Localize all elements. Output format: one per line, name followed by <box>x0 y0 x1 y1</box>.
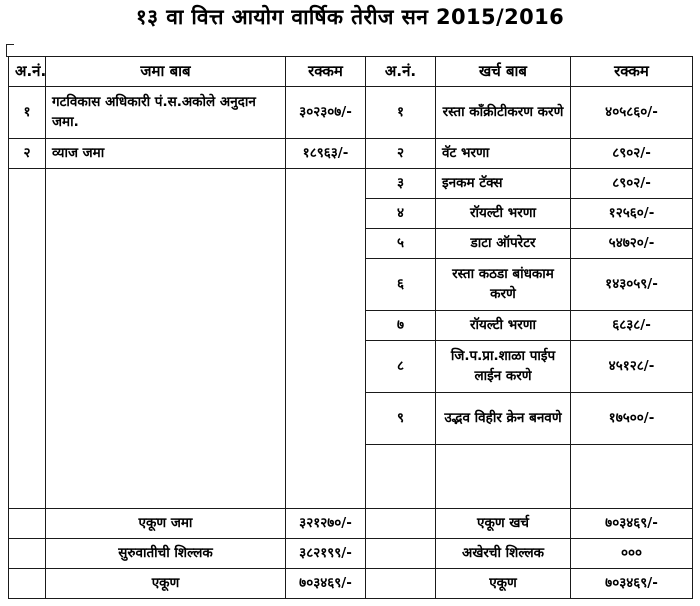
credit-row-desc: गटविकास अधिकारी पं.स.अकोले अनुदान जमा. <box>46 87 286 139</box>
footer-credit-label: सुरुवातीची शिल्लक <box>46 539 286 569</box>
footer-sr-credit <box>9 539 46 569</box>
debit-row-sr: ४ <box>366 199 436 229</box>
debit-row-amount: ६८३८/- <box>571 311 693 341</box>
debit-row-desc: वॅट भरणा <box>436 139 571 169</box>
credit-empty-desc-block <box>46 169 286 509</box>
trial-balance-table <box>8 56 693 599</box>
footer-credit-amount: ३८२१९९/- <box>286 539 366 569</box>
debit-blank-sr <box>366 445 436 509</box>
debit-row-sr: ३ <box>366 169 436 199</box>
header-sr-credit: अ.नं. <box>9 57 46 87</box>
footer-sr-debit <box>366 569 436 599</box>
debit-row-amount: १७५००/- <box>571 393 693 445</box>
credit-row-amount: १८९६३/- <box>286 139 366 169</box>
header-debit-item: खर्च बाब <box>436 57 571 87</box>
credit-row-sr: २ <box>9 139 46 169</box>
debit-blank-amount <box>571 445 693 509</box>
footer-debit-label: अखेरची शिल्लक <box>436 539 571 569</box>
footer-sr-debit <box>366 509 436 539</box>
footer-credit-label: एकूण जमा <box>46 509 286 539</box>
debit-row-desc: इनकम टॅक्स <box>436 169 571 199</box>
debit-row-desc: रस्ता कठडा बांधकाम करणे <box>436 259 571 311</box>
debit-row-sr: ६ <box>366 259 436 311</box>
debit-row-amount: ४०५८६०/- <box>571 87 693 139</box>
footer-debit-label: एकूण खर्च <box>436 509 571 539</box>
footer-debit-label: एकूण <box>436 569 571 599</box>
footer-debit-amount: ००० <box>571 539 693 569</box>
header-sr-debit: अ.नं. <box>366 57 436 87</box>
table-row <box>9 139 693 169</box>
footer-row-total <box>9 509 693 539</box>
debit-row-amount: १४३०५९/- <box>571 259 693 311</box>
credit-row-desc: व्याज जमा <box>46 139 286 169</box>
header-credit-amount: रक्कम <box>286 57 366 87</box>
debit-row-desc: रॉयल्टी भरणा <box>436 199 571 229</box>
debit-row-sr: ९ <box>366 393 436 445</box>
debit-blank-desc <box>436 445 571 509</box>
credit-row-sr: १ <box>9 87 46 139</box>
footer-row-balance <box>9 539 693 569</box>
debit-row-sr: १ <box>366 87 436 139</box>
table-header-row <box>9 57 693 87</box>
debit-row-desc: डाटा ऑपरेटर <box>436 229 571 259</box>
debit-row-sr: ५ <box>366 229 436 259</box>
credit-row-amount: ३०२३०७/- <box>286 87 366 139</box>
debit-row-amount: ५४७२०/- <box>571 229 693 259</box>
debit-row-amount: ४५१२८/- <box>571 341 693 393</box>
credit-empty-sr-block <box>9 169 46 509</box>
credit-empty-amt-block <box>286 169 366 509</box>
debit-row-desc: रॉयल्टी भरणा <box>436 311 571 341</box>
header-credit-item: जमा बाब <box>46 57 286 87</box>
footer-credit-label: एकूण <box>46 569 286 599</box>
debit-row-amount: १२५६०/- <box>571 199 693 229</box>
debit-row-desc: उद्भव विहीर क्रेन बनवणे <box>436 393 571 445</box>
page-title: १३ वा वित्त आयोग वार्षिक तेरीज सन 2015/2016 <box>135 5 565 29</box>
debit-row-desc: जि.प.प्रा.शाळा पाईप लाईन करणे <box>436 341 571 393</box>
footer-credit-amount: ३२१२७०/- <box>286 509 366 539</box>
footer-row-grand-total <box>9 569 693 599</box>
table-row <box>9 169 693 199</box>
footer-sr-credit <box>9 509 46 539</box>
debit-row-sr: २ <box>366 139 436 169</box>
header-debit-amount: रक्कम <box>571 57 693 87</box>
footer-sr-debit <box>366 539 436 569</box>
debit-row-amount: ८९०२/- <box>571 139 693 169</box>
debit-row-sr: ७ <box>366 311 436 341</box>
footer-sr-credit <box>9 569 46 599</box>
footer-debit-amount: ७०३४६९/- <box>571 509 693 539</box>
debit-row-desc: रस्ता काँक्रीटीकरण करणे <box>436 87 571 139</box>
footer-debit-amount: ७०३४६९/- <box>571 569 693 599</box>
debit-row-amount: ८९०२/- <box>571 169 693 199</box>
debit-row-sr: ८ <box>366 341 436 393</box>
footer-credit-amount: ७०३४६९/- <box>286 569 366 599</box>
table-row <box>9 87 693 139</box>
